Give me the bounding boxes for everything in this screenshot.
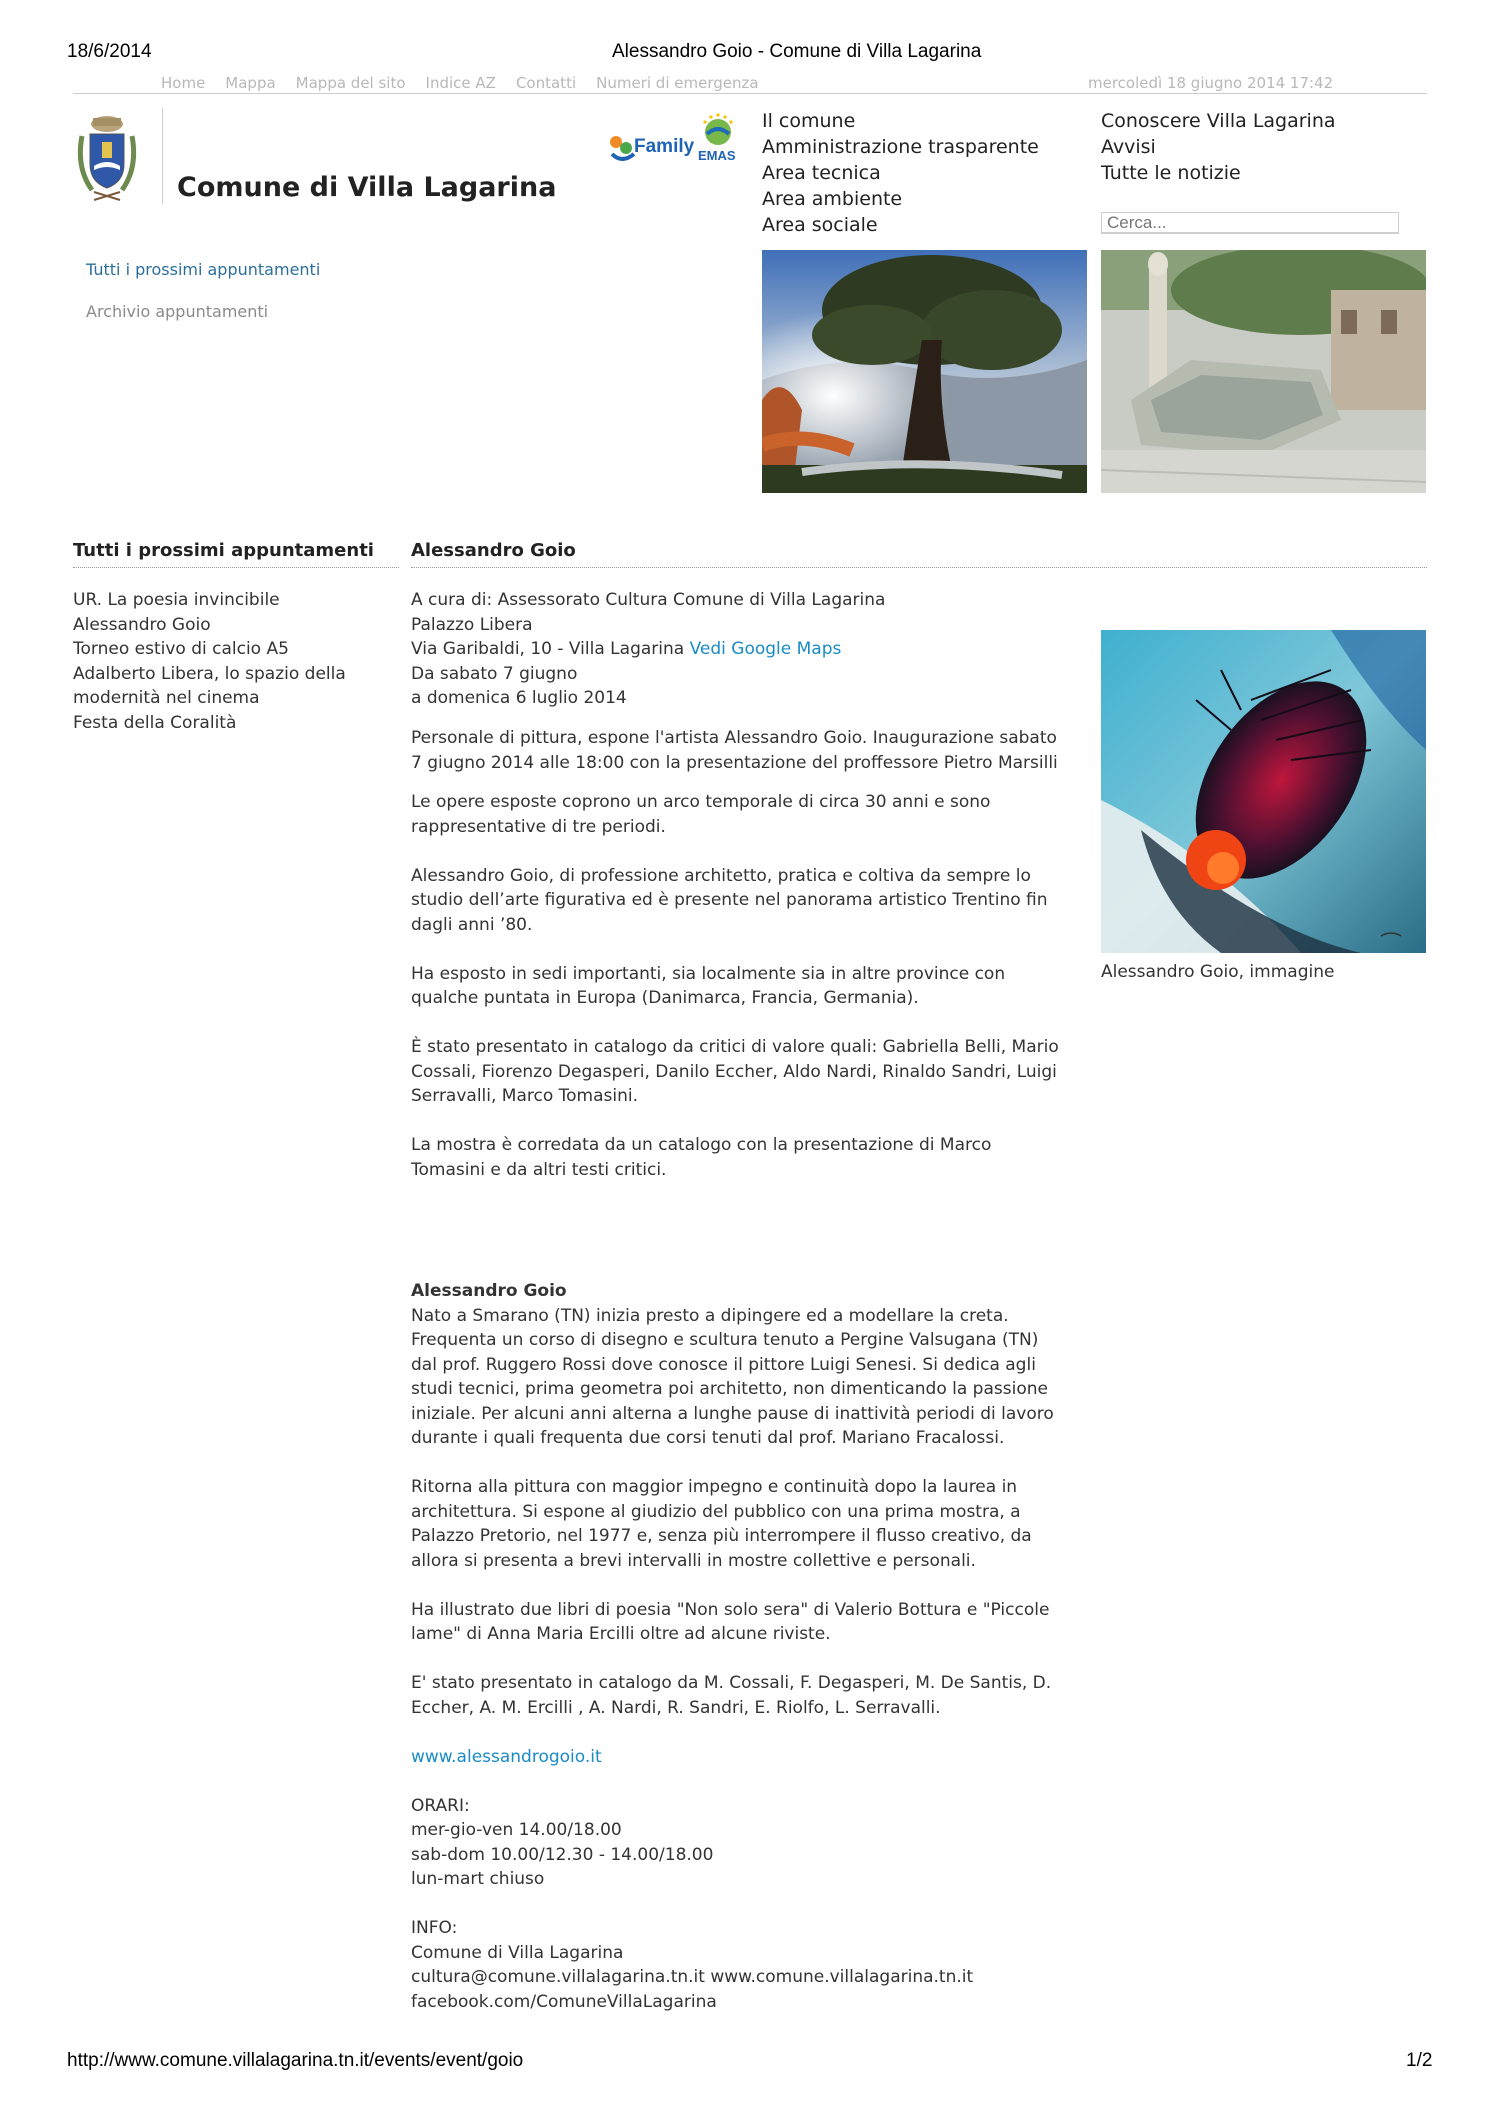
event-curator: A cura di: Assessorato Cultura Comune di Villa Lagarina [411, 590, 886, 610]
info-line: facebook.com/ComuneVillaLagarina [411, 1991, 717, 2012]
top-nav-sitemap[interactable]: Mappa del sito [295, 74, 406, 92]
print-page-number: 1/2 [1406, 2050, 1433, 2071]
intro-paragraph: Personale di pittura, espone l'artista Alessandro Goio. Inaugurazione sabato 7 giugno 2014 alle 18:00 con la presentazione del proffessore Pietro Marsilli [411, 728, 1058, 773]
hours-line: sab-dom 10.00/12.30 - 14.00/18.00 [411, 1844, 714, 1865]
event-date-to: a domenica 6 luglio 2014 [411, 688, 627, 708]
menu-item-area-ambiente[interactable]: Area ambiente [762, 188, 903, 210]
menu-item-conoscere-villa-lagarina[interactable]: Conoscere Villa Lagarina [1101, 110, 1336, 132]
sidebar-title-rule [73, 567, 399, 568]
top-nav [161, 74, 759, 92]
hours-line: mer-gio-ven 14.00/18.00 [411, 1820, 622, 1840]
description-paragraph: Ha esposto in sedi importanti, sia localmente sia in altre province con qualche puntata in Europa (Danimarca, Francia, Germania). [411, 963, 1006, 1008]
hours-line: lun-mart chiuso [411, 1869, 545, 1889]
info-line: cultura@comune.villalagarina.tn.it www.comune.villalagarina.tn.it [411, 1967, 974, 1987]
description-paragraph: Alessandro Goio, di professione architetto, pratica e coltiva da sempre lo studio dell’arte figurativa ed è presente nel panorama artistico Trentino fin dagli anni ’80. [411, 865, 1048, 935]
emas-logo-icon [698, 112, 738, 146]
header-photo-fountain [1101, 250, 1426, 493]
list-item[interactable]: Adalberto Libera, lo spazio della modernità nel cinema [73, 663, 346, 708]
event-date-from: Da sabato 7 giugno [411, 663, 578, 684]
header-photo-olive-tree [762, 250, 1087, 493]
list-item[interactable]: Torneo estivo di calcio A5 [73, 639, 289, 659]
artwork-caption: Alessandro Goio, immagine [1101, 962, 1335, 982]
emas-badge[interactable] [696, 112, 740, 166]
bio-paragraph: Ha illustrato due libri di poesia "Non solo sera" di Valerio Bottura e "Piccole lame" di Anna Maria Ercilli oltre ad alcune riviste. [411, 1599, 1050, 1644]
current-datetime: mercoledì 18 giugno 2014 17:42 [1088, 74, 1334, 92]
main-menu-primary [762, 108, 1039, 238]
logo-separator [162, 108, 163, 204]
print-url: http://www.comune.villalagarina.tn.it/events/event/goio [67, 2050, 524, 2071]
menu-item-avvisi[interactable]: Avvisi [1101, 136, 1156, 158]
menu-item-area-sociale[interactable]: Area sociale [762, 214, 878, 236]
info-line: Comune di Villa Lagarina [411, 1942, 624, 1963]
artist-website-link[interactable]: www.alessandrogoio.it [411, 1746, 602, 1767]
bio-paragraph: E' stato presentato in catalogo da M. Cossali, F. Degasperi, M. De Santis, D. Eccher, A. M. Ercilli , A. Nardi, R. Sandri, E. Riolfo, L. Serravalli. [411, 1673, 1052, 1718]
bio-paragraph: Ritorna alla pittura con maggior impegno e continuità dopo la laurea in architettura. Si espone al giudizio del pubblico con una prima mostra, a Palazzo Pretorio, nel 1977 e, senza più interrompere il flusso creativo, da allora si presenta a brevi intervalli in mostre collettive e personali. [411, 1477, 1032, 1571]
family-badge[interactable] [606, 132, 695, 166]
emas-badge-label: EMAS [698, 148, 736, 163]
family-badge-label: Family [634, 136, 695, 157]
list-item[interactable]: UR. La poesia invincibile [73, 590, 280, 610]
list-item[interactable]: Festa della Coralità [73, 712, 237, 733]
main-menu-secondary [1101, 108, 1336, 186]
bio-paragraph: Nato a Smarano (TN) inizia presto a dipingere ed a modellare la creta. Frequenta un corso di disegno e scultura tenuto a Pergine Valsugana (TN) dal prof. Ruggero Rossi dove conosce il pittore Luigi Senesi. Si dedica agli studi tecnici, prima geometra poi architetto, non dimenticando la passione iniziale. Per alcuni anni alterna a lunghe pause di inattività periodi di lavoro durante i quali frequenta due corsi tenuti dal prof. Mariano Fracalossi. [411, 1305, 1054, 1448]
top-nav-emergency[interactable]: Numeri di emergenza [596, 74, 759, 92]
top-nav-home[interactable]: Home [161, 74, 206, 92]
top-nav-map[interactable]: Mappa [225, 74, 276, 92]
event-address: Via Garibaldi, 10 - Villa Lagarina [411, 639, 685, 659]
info-title: INFO: [411, 1918, 458, 1938]
event-meta [411, 588, 1061, 711]
article-title: Alessandro Goio [411, 540, 576, 561]
tab-events-archive[interactable]: Archivio appuntamenti [86, 302, 269, 321]
artist-bio [411, 1279, 1061, 2014]
menu-item-amministrazione-trasparente[interactable]: Amministrazione trasparente [762, 136, 1039, 158]
menu-item-area-tecnica[interactable]: Area tecnica [762, 162, 881, 184]
sidebar-title: Tutti i prossimi appuntamenti [73, 540, 374, 561]
event-address-line [411, 637, 1061, 662]
upcoming-events-list [73, 588, 373, 735]
article-title-rule [411, 567, 1427, 568]
description-paragraph: È stato presentato in catalogo da critici di valore quali: Gabriella Belli, Mario Cossali, Fiorenzo Degasperi, Danilo Eccher, Aldo Nardi, Rinaldo Sandri, Luigi Serravalli, Marco Tomasini. [411, 1037, 1059, 1106]
description-paragraph: Le opere esposte coprono un arco temporale di circa 30 anni e sono rappresentative di tre periodi. [411, 792, 991, 837]
search-input[interactable] [1101, 212, 1399, 234]
coat-of-arms-logo[interactable] [72, 108, 142, 204]
top-nav-index-az[interactable]: Indice AZ [425, 74, 496, 92]
menu-item-tutte-le-notizie[interactable]: Tutte le notizie [1101, 162, 1241, 184]
hours-title: ORARI: [411, 1795, 470, 1816]
event-description [411, 790, 1061, 1182]
menu-item-il-comune[interactable]: Il comune [762, 110, 856, 132]
event-intro [411, 726, 1061, 775]
description-paragraph: La mostra è corredata da un catalogo con la presentazione di Marco Tomasini e da altri testi critici. [411, 1135, 992, 1180]
event-venue: Palazzo Libera [411, 614, 533, 635]
top-nav-contacts[interactable]: Contatti [515, 74, 577, 92]
tab-upcoming-events[interactable]: Tutti i prossimi appuntamenti [86, 260, 321, 279]
site-title[interactable]: Comune di Villa Lagarina [177, 172, 557, 203]
list-item[interactable]: Alessandro Goio [73, 614, 211, 635]
print-date: 18/6/2014 [67, 41, 152, 62]
print-title: Alessandro Goio - Comune di Villa Lagarina [612, 41, 982, 62]
artwork-image[interactable] [1101, 630, 1426, 953]
header-divider [73, 93, 1427, 94]
bio-title: Alessandro Goio [411, 1281, 567, 1301]
google-maps-link[interactable]: Vedi Google Maps [689, 639, 842, 659]
